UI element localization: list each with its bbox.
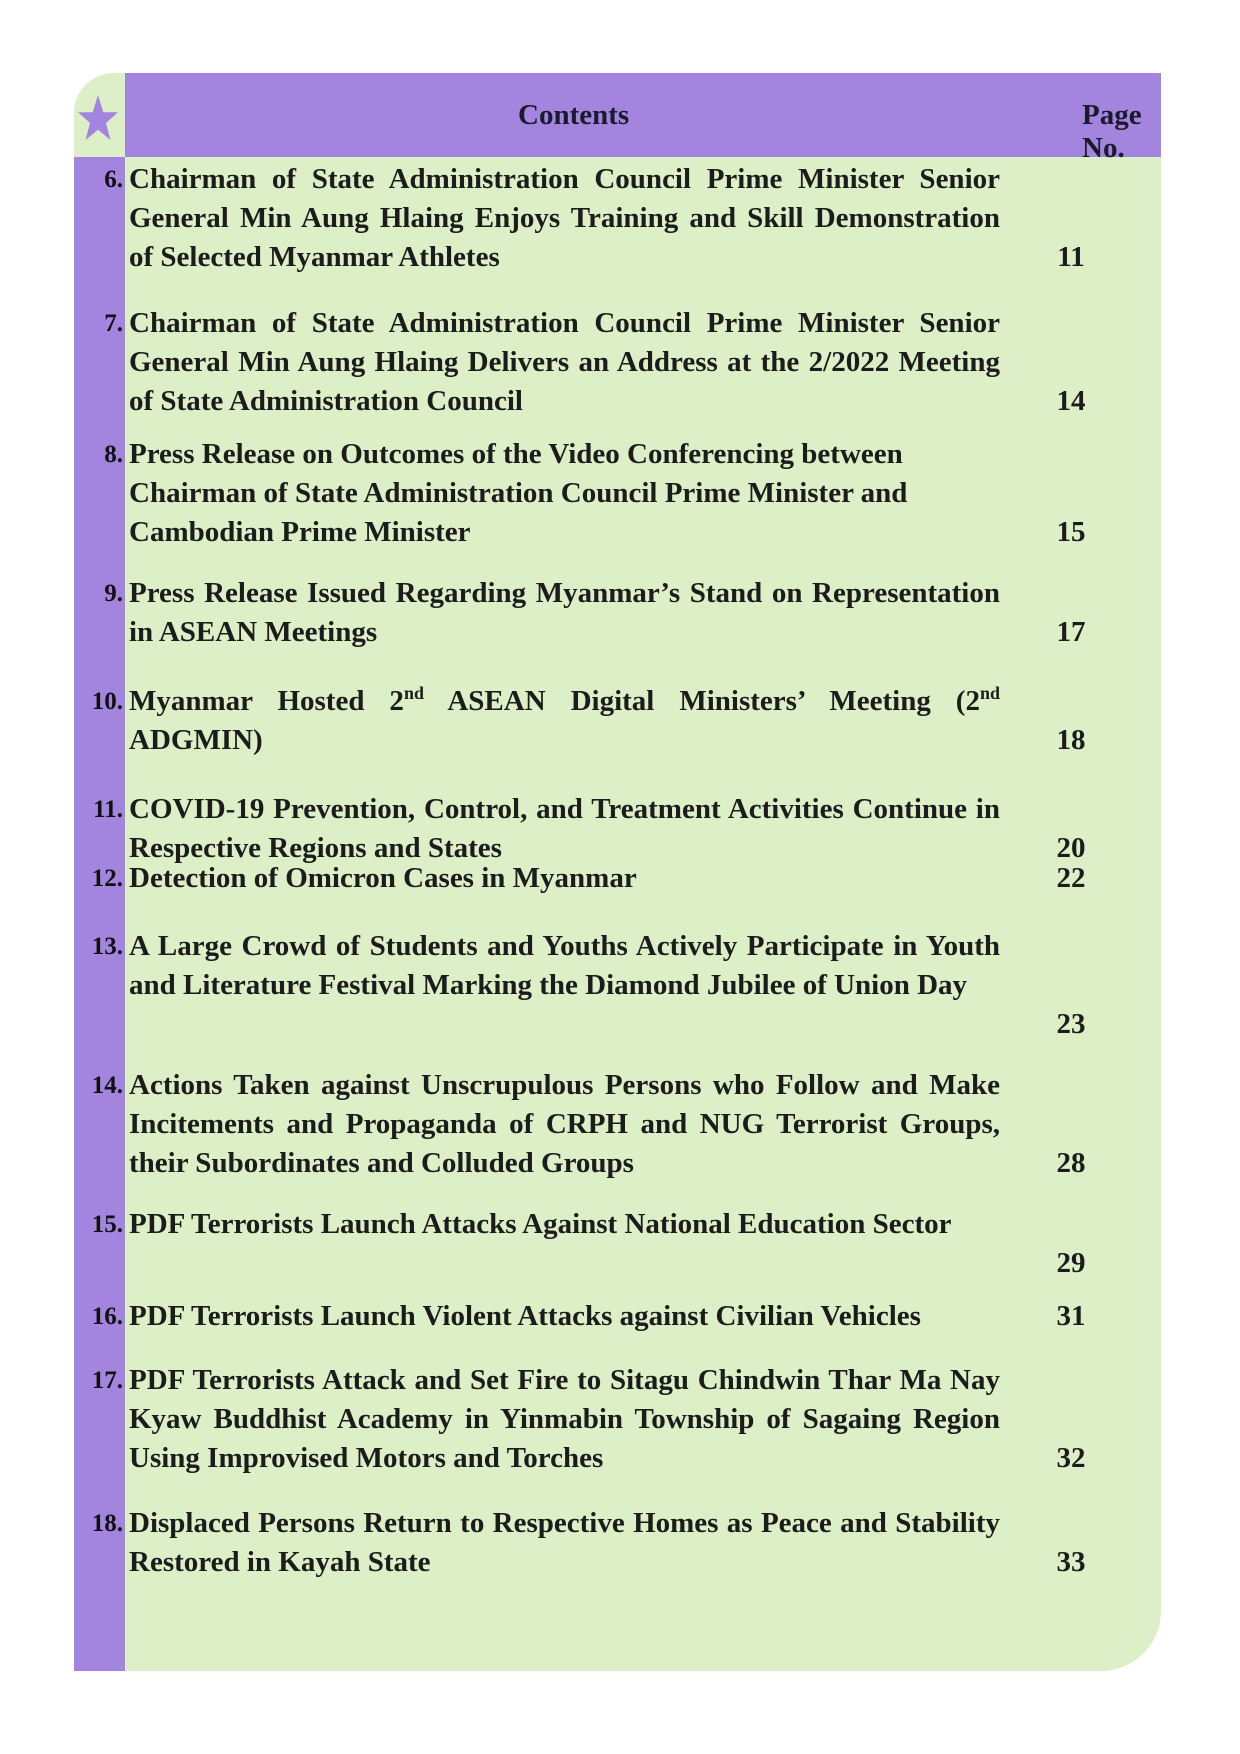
entry-page: 29 [1056,1247,1086,1279]
corner-star-cell [74,73,125,157]
entry-number: 11. [93,796,123,823]
entry-number: 14. [91,1072,123,1099]
entry-title[interactable]: Detection of Omicron Cases in Myanmar [129,862,637,894]
entry-title[interactable]: Chairman of State Administration Council Prime Minister Senior General Min Aung Hlaing Delivers an Address at the 2/2022 Meeting of State Administration Council [129,307,1000,417]
title-part: ASEAN Digital Ministers’ Meeting (2 [423,685,980,717]
entry-number: 12. [91,865,123,892]
contents-heading: Contents [518,99,630,131]
entry-page: 31 [1056,1300,1086,1332]
entry-page: 23 [1056,1008,1086,1040]
entry-number: 13. [91,933,123,960]
entry-number: 6. [104,166,123,193]
title-part: ADGMIN) [129,724,263,756]
entry-number: 8. [104,441,123,468]
entry-title[interactable]: PDF Terrorists Launch Attacks Against National Education Sector [129,1208,952,1240]
entry-page: 18 [1056,724,1086,756]
entry-page: 28 [1056,1147,1086,1179]
entry-title[interactable]: A Large Crowd of Students and Youths Actively Participate in Youth and Literature Festival Marking the Diamond Jubilee of Union Day [129,930,1000,1001]
entry-title[interactable]: PDF Terrorists Launch Violent Attacks against Civilian Vehicles [129,1300,921,1332]
contents-panel [74,73,1161,1671]
entry-page: 33 [1056,1546,1086,1578]
entry-page: 32 [1056,1442,1086,1474]
entry-page: 11 [1057,241,1085,273]
entry-page: 14 [1056,385,1086,417]
title-part: Myanmar Hosted 2 [129,685,404,717]
entry-title[interactable]: Press Release Issued Regarding Myanmar’s Stand on Representation in ASEAN Meetings [129,577,1000,648]
entry-number: 18. [91,1510,123,1537]
contents-header [125,73,1161,164]
entry-page: 22 [1056,862,1086,894]
entry-page: 17 [1056,616,1086,648]
left-accent-bar [74,157,125,1671]
entry-title[interactable]: Displaced Persons Return to Respective Homes as Peace and Stability Restored in Kayah State [129,1507,1000,1578]
entry-title[interactable]: Actions Taken against Unscrupulous Persons who Follow and Make Incitements and Propaganda of CRPH and NUG Terrorist Groups, their Subordinates and Colluded Groups [129,1069,1000,1179]
entry-number: 17. [91,1367,123,1394]
entry-title[interactable]: PDF Terrorists Attack and Set Fire to Sitagu Chindwin Thar Ma Nay Kyaw Buddhist Academy in Yinmabin Township of Sagaing Region Using Improvised Motors and Torches [129,1364,1000,1474]
title-superscript: nd [979,683,1000,703]
entry-number: 7. [104,310,123,337]
entry-number: 15. [91,1211,123,1238]
entry-page: 20 [1056,832,1086,864]
entry-title[interactable]: Press Release on Outcomes of the Video Conferencing between Chairman of State Administration Council Prime Minister and Cambodian Prime Minister [129,438,908,548]
entry-number: 10. [91,688,123,715]
page-no-heading: Page No. [1082,99,1142,164]
entry-title[interactable]: Chairman of State Administration Council Prime Minister Senior General Min Aung Hlaing Enjoys Training and Skill Demonstration of Selected Myanmar Athletes [129,163,1000,273]
title-superscript: nd [403,683,424,703]
entry-title[interactable]: COVID-19 Prevention, Control, and Treatment Activities Continue in Respective Regions and States [129,793,1000,864]
entry-page: 15 [1056,516,1086,548]
entry-number: 9. [104,580,123,607]
entry-title[interactable] [129,682,1000,760]
star-icon [76,85,120,145]
entry-number: 16. [91,1303,123,1330]
